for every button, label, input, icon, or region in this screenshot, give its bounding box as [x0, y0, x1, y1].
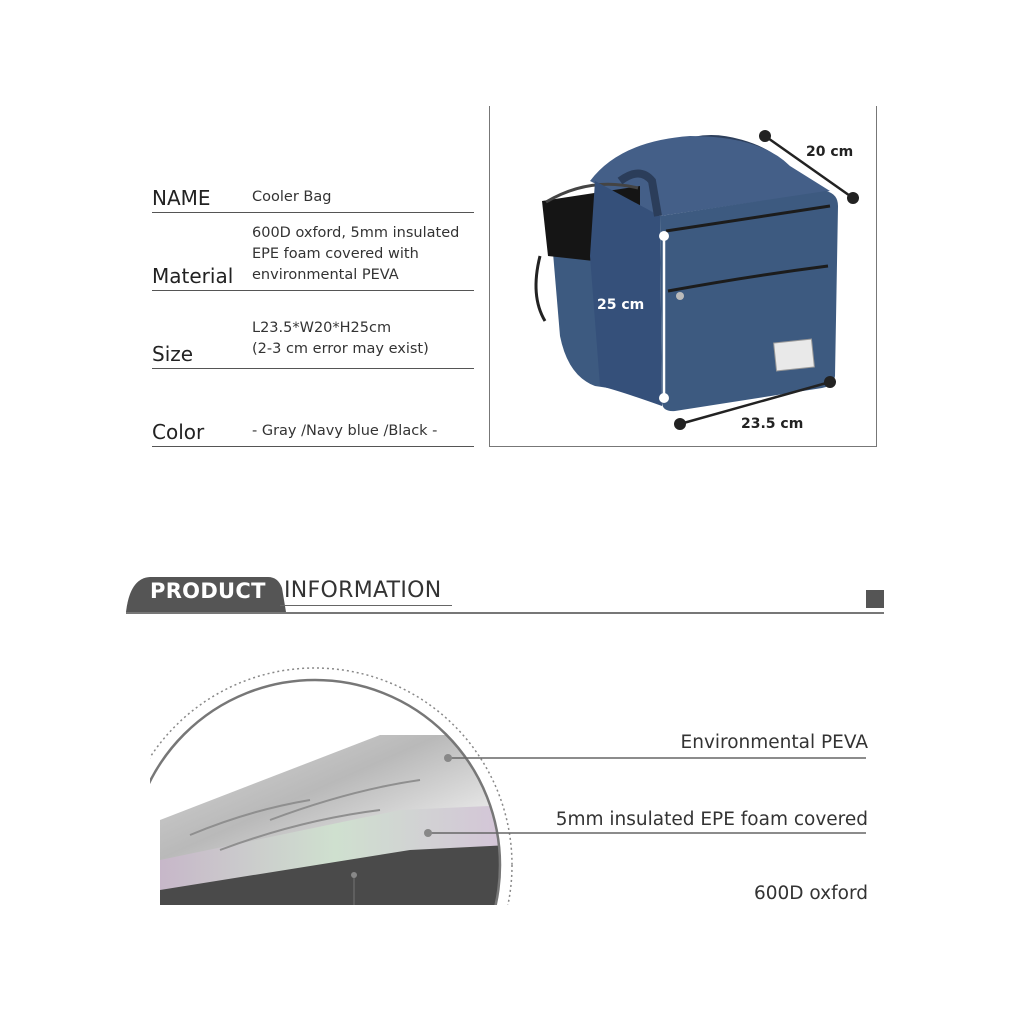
oxford-pointer-dot [351, 872, 357, 878]
color-label: Color [152, 420, 205, 444]
width-dim-end-b [847, 192, 859, 204]
peva-pointer-dot [444, 754, 452, 762]
color-value: - Gray /Navy blue /Black - [252, 423, 438, 439]
material-layers-illustration [150, 660, 870, 905]
spec-row-material [152, 213, 474, 291]
length-dim-end-b [824, 376, 836, 388]
bag-front [660, 191, 838, 411]
size-value-line2: (2-3 cm error may exist) [252, 341, 429, 357]
section-square-icon [866, 590, 884, 608]
size-label: Size [152, 342, 194, 366]
material-value-line1: 600D oxford, 5mm insulated [252, 225, 460, 241]
drawstring [536, 256, 545, 321]
spec-row-name [152, 180, 474, 213]
section-title-bold: PRODUCT [150, 579, 266, 603]
layer-label-peva: Environmental PEVA [680, 732, 868, 753]
section-divider [126, 612, 884, 614]
length-dimension-label: 23.5 cm [741, 416, 804, 432]
name-label: NAME [152, 186, 211, 210]
section-header [126, 574, 884, 616]
brand-patch [774, 339, 815, 371]
zipper-pull [676, 292, 684, 300]
width-dimension-label: 20 cm [806, 144, 854, 160]
material-value [252, 223, 459, 286]
section-title-regular: INFORMATION [284, 578, 442, 603]
height-dimension-label: 25 cm [597, 297, 645, 313]
size-value [252, 318, 429, 360]
height-dim-end-a [659, 231, 669, 241]
material-label: Material [152, 264, 234, 288]
product-photo-box [489, 106, 877, 447]
layer-label-oxford: 600D oxford [754, 883, 868, 904]
layer-label-epe: 5mm insulated EPE foam covered [555, 809, 868, 830]
length-dim-end-a [674, 418, 686, 430]
width-dim-end-a [759, 130, 771, 142]
name-value: Cooler Bag [252, 189, 332, 205]
material-value-line3: environmental PEVA [252, 267, 399, 283]
spec-row-color [152, 369, 474, 447]
size-value-line1: L23.5*W20*H25cm [252, 320, 392, 336]
epe-pointer-dot [424, 829, 432, 837]
material-value-line2: EPE foam covered with [252, 246, 419, 262]
bag-side [590, 181, 662, 406]
height-dim-end-b [659, 393, 669, 403]
spec-row-size [152, 291, 474, 369]
section-title-underline [280, 605, 452, 606]
